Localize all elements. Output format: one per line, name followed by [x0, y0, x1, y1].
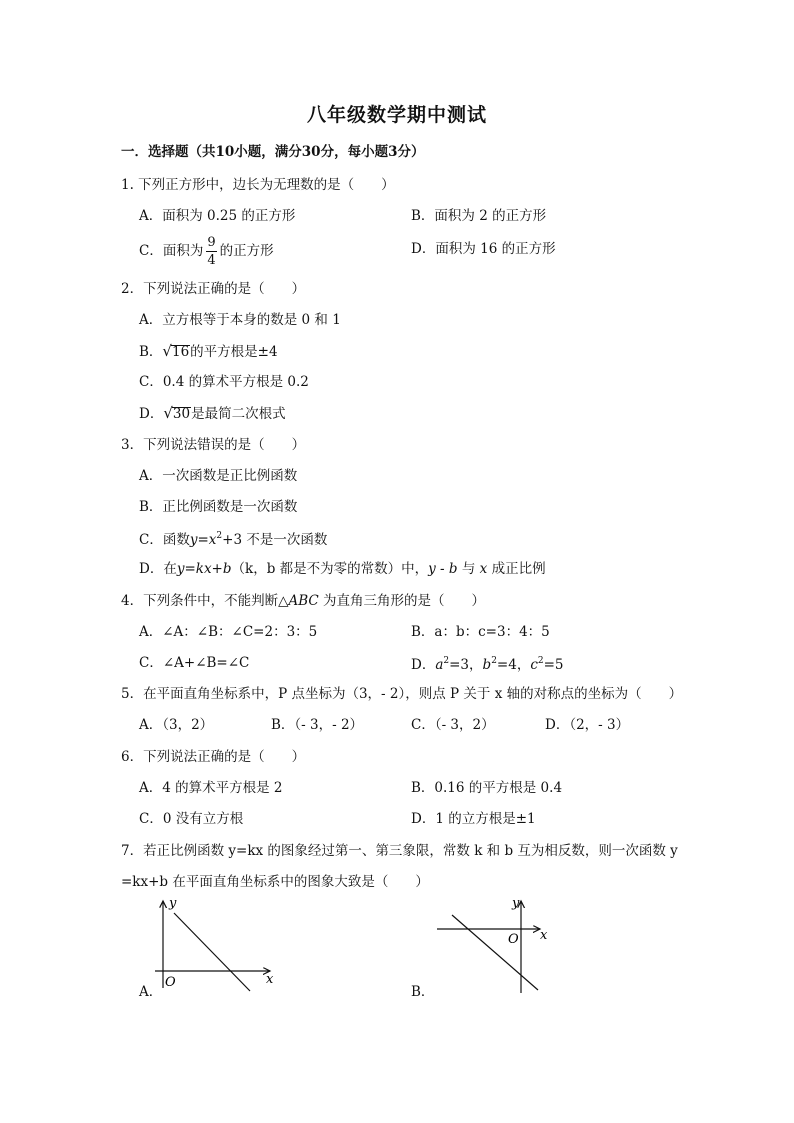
question-5-option-b: B．（- 3，- 2） [271, 717, 364, 733]
x-axis-label: x [266, 972, 274, 987]
question-6-option-b: B．0.16 的平方根是 0.4 [411, 780, 563, 796]
radicand: 16 [171, 344, 190, 360]
question-4-option-d [411, 657, 564, 673]
exponent: 2 [491, 656, 497, 666]
graph-a [150, 893, 280, 998]
question-7-option-a: A． [139, 984, 163, 1000]
radical-sign-icon: √ [162, 342, 172, 360]
value-b: =4， [496, 657, 531, 673]
question-7-option-b: B． [411, 984, 435, 1000]
option-c-suffix: +3 不是一次函数 [222, 532, 328, 548]
option-d-condition: （k，b 都是不为零的常数）中， [231, 561, 429, 577]
origin-label: O [165, 975, 176, 990]
question-4-stem [121, 595, 485, 609]
option-c-prefix: C．面积为 [139, 242, 204, 259]
variable-b: b [482, 657, 492, 673]
question-1-option-a: A．面积为 0.25 的正方形 [139, 208, 296, 224]
exponent: 2 [216, 531, 223, 541]
fraction-numerator: 9 [207, 235, 216, 250]
question-2-stem: 2．下列说法正确的是（ ） [121, 281, 306, 297]
question-7-stem-line1: 7．若正比例函数 y=kx 的图象经过第一、第三象限，常数 k 和 b 互为相反数，则一次函数 y [121, 843, 678, 859]
option-d-connector: 与 [457, 561, 480, 577]
question-1-option-d: D．面积为 16 的正方形 [411, 241, 556, 257]
question-3-option-d [139, 563, 546, 577]
math-variable: x [479, 561, 488, 577]
question-6-option-a: A．4 的算术平方根是 2 [139, 780, 283, 796]
math-expression: y=x [189, 532, 217, 548]
stem-suffix: 为直角三角形的是（ ） [318, 593, 486, 609]
question-2-option-d [139, 406, 286, 422]
triangle-name: ABC [288, 593, 319, 609]
option-b-prefix: B． [139, 344, 163, 360]
math-expression: y - b [428, 561, 458, 577]
question-5-stem: 5．在平面直角坐标系中，P 点坐标为（3，- 2），则点 P 关于 x 轴的对称点的坐标为（ ） [121, 686, 683, 702]
option-c-prefix: C．函数 [139, 532, 190, 548]
exponent: 2 [443, 656, 450, 666]
value-c: =5 [543, 657, 564, 673]
option-d-suffix: 成正比例 [487, 561, 546, 577]
exponent: 2 [537, 656, 544, 666]
option-b-suffix: 的平方根是±4 [190, 344, 278, 360]
stem-prefix: 4．下列条件中，不能判断△ [121, 593, 289, 609]
question-3-option-b: B．正比例函数是一次函数 [139, 499, 298, 515]
page-title: 八年级数学期中测试 [306, 104, 487, 126]
question-1-option-c [139, 236, 274, 267]
fraction-denominator: 4 [207, 253, 216, 268]
variable-a: a [435, 657, 444, 673]
radicand: 30 [172, 406, 191, 422]
function-line [174, 913, 250, 991]
question-5-option-d: D．（2，- 3） [545, 717, 630, 733]
question-6-option-c: C．0 没有立方根 [139, 811, 244, 827]
option-d-prefix: D． [139, 406, 164, 422]
question-3-option-a: A．一次函数是正比例函数 [139, 468, 298, 484]
fraction-nine-quarters [206, 236, 216, 267]
y-axis-label: y [512, 896, 520, 911]
y-axis-label: y [169, 896, 177, 911]
question-4-option-b: B．a：b：c=3：4：5 [411, 624, 550, 640]
radical-sign-icon: √ [163, 404, 173, 422]
option-d-prefix: D． [411, 657, 436, 673]
question-6-stem: 6．下列说法正确的是（ ） [121, 749, 306, 765]
question-1-stem: 1. 下列正方形中，边长为无理数的是（ ） [121, 177, 395, 193]
question-6-option-d: D．1 的立方根是±1 [411, 811, 536, 827]
x-axis-label: x [540, 928, 548, 943]
math-expression: y=kx+b [176, 561, 232, 577]
question-2-option-b [139, 344, 278, 360]
function-line [452, 915, 538, 990]
question-7-stem-line2: =kx+b 在平面直角坐标系中的图象大致是（ ） [121, 874, 429, 890]
question-3-stem: 3．下列说法错误的是（ ） [121, 437, 306, 453]
question-5-option-c: C．（- 3，2） [411, 717, 495, 733]
question-4-option-c: C．∠A+∠B=∠C [139, 655, 250, 671]
question-1-option-b: B．面积为 2 的正方形 [411, 208, 547, 224]
question-2-option-c: C．0.4 的算术平方根是 0.2 [139, 374, 309, 390]
option-d-prefix: D．在 [139, 561, 177, 577]
question-4-option-a: A．∠A：∠B：∠C=2：3：5 [139, 624, 318, 640]
option-d-suffix: 是最简二次根式 [191, 406, 286, 422]
question-5-option-a: A．（3，2） [139, 717, 214, 733]
section-heading: 一．选择题（共10小题，满分30分，每小题3分） [121, 144, 425, 160]
value-a: =3， [449, 657, 483, 673]
option-c-suffix: 的正方形 [219, 242, 274, 259]
question-3-option-c [139, 532, 327, 548]
variable-c: c [530, 657, 538, 673]
graph-b [432, 893, 562, 998]
question-2-option-a: A．立方根等于本身的数是 0 和 1 [139, 312, 341, 328]
origin-label: O [508, 932, 519, 947]
